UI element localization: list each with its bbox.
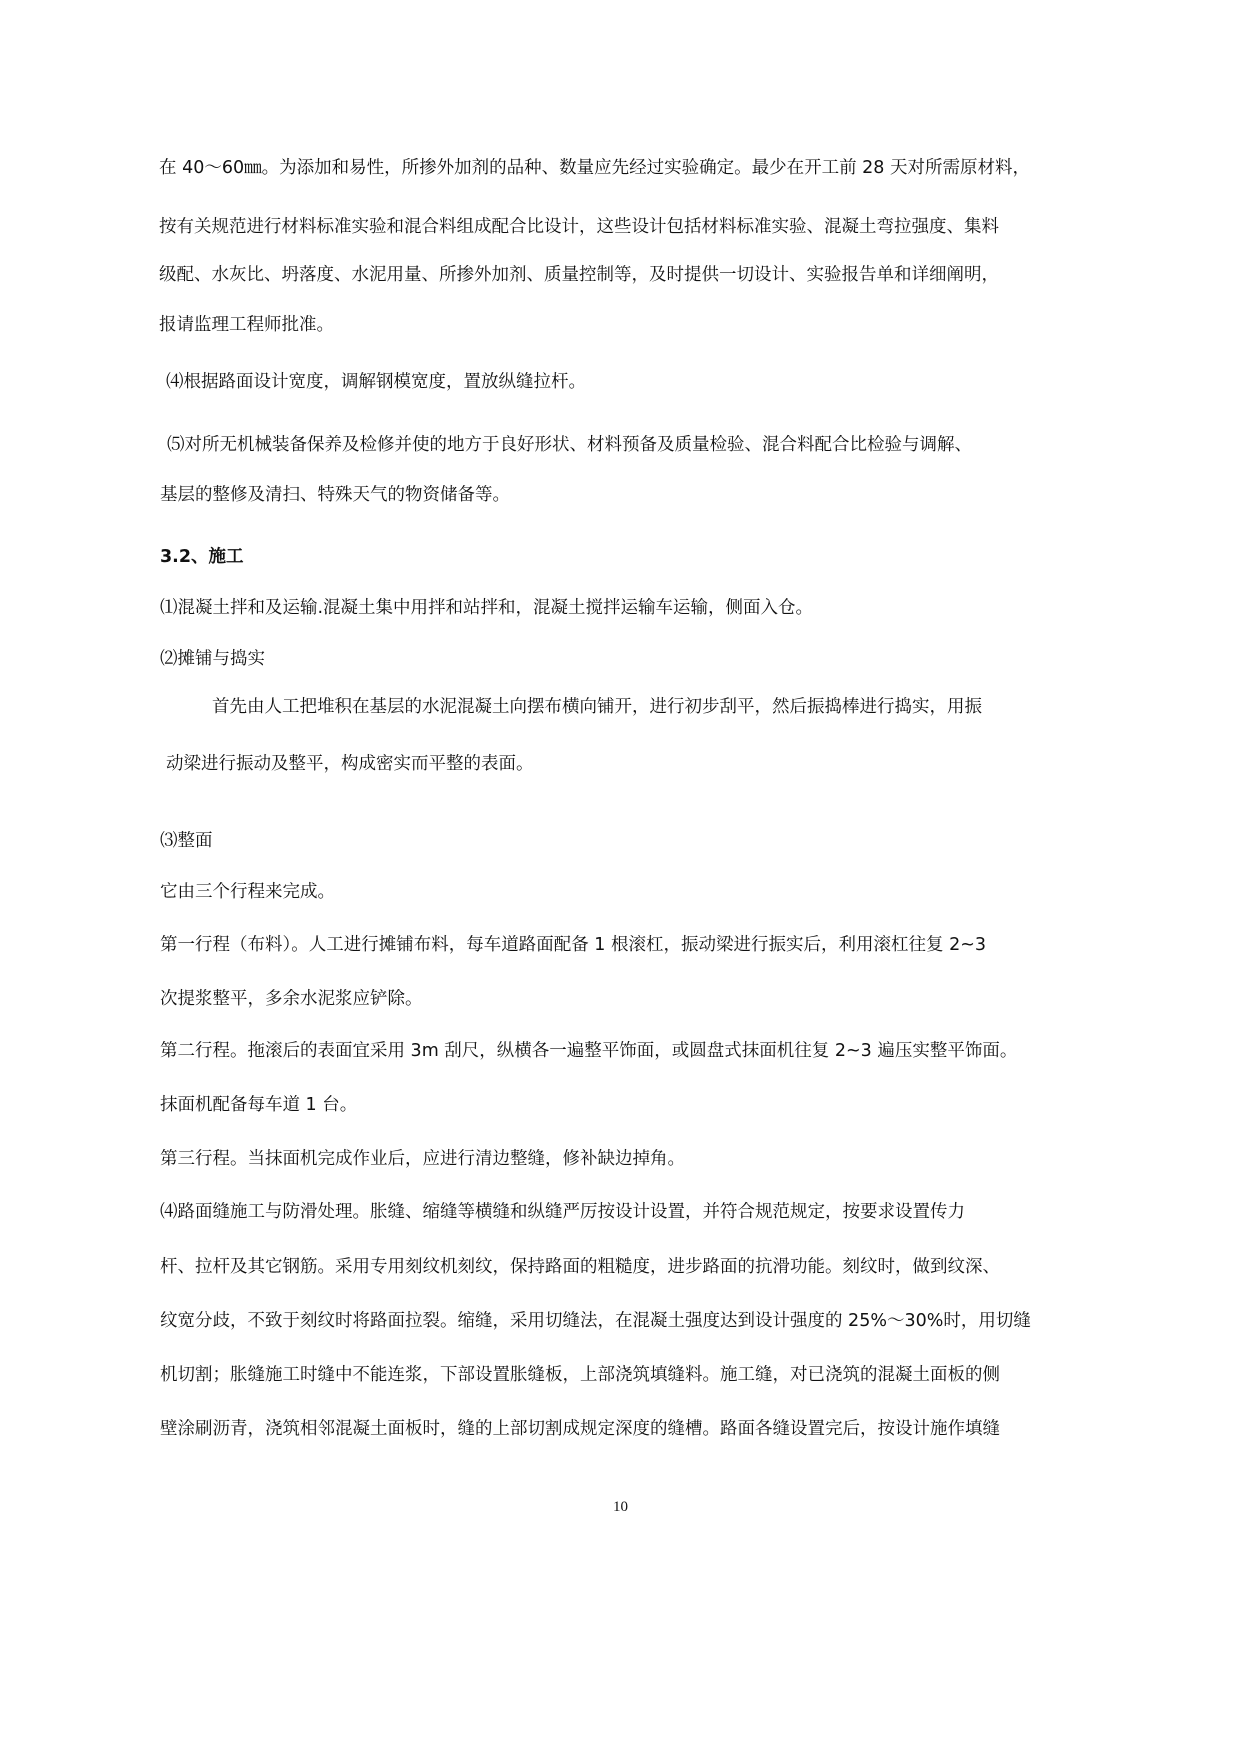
text-line: 第二行程。拖滚后的表面宜采用 3m 刮尺，纵横各一遍整平饰面，或圆盘式抹面机往复 2~3 遍压实整平饰面。: [160, 1041, 1018, 1061]
text-line: 壁涂刷沥青，浇筑相邻混凝土面板时，缝的上部切割成规定深度的缝槽。路面各缝设置完后，按设计施作填缝: [160, 1419, 1000, 1439]
text-line: 第一行程（布料）。人工进行摊铺布料，每车道路面配备 1 根滚杠，振动梁进行振实后，利用滚杠往复 2~3: [160, 935, 987, 955]
text-line: ⑵摊铺与捣实: [160, 649, 265, 669]
text-line: 首先由人工把堆积在基层的水泥混凝土向摆布横向铺开，进行初步刮平，然后振捣棒进行捣实，用振: [212, 697, 982, 717]
text-line: 第三行程。当抹面机完成作业后，应进行清边整缝，修补缺边掉角。: [160, 1149, 685, 1169]
text-line: 动梁进行振动及整平，构成密实而平整的表面。: [166, 754, 534, 774]
text-line: ⑶整面: [160, 831, 213, 851]
text-line: 抹面机配备每车道 1 台。: [160, 1095, 358, 1115]
text-line: ⑸对所无机械装备保养及检修并使的地方于良好形状、材料预备及质量检验、混合料配合比检验与调解、: [167, 435, 972, 455]
text-line: 在 40～60㎜。为添加和易性，所掺外加剂的品种、数量应先经过实验确定。最少在开工前 28 天对所需原材料，: [159, 158, 1030, 178]
text-line: 它由三个行程来完成。: [160, 882, 335, 902]
text-line: 杆、拉杆及其它钢筋。采用专用刻纹机刻纹，保持路面的粗糙度，进步路面的抗滑功能。刻纹时，做到纹深、: [160, 1257, 1000, 1277]
text-line: 级配、水灰比、坍落度、水泥用量、所掺外加剂、质量控制等，及时提供一切设计、实验报告单和详细阐明，: [159, 265, 999, 285]
text-line: 按有关规范进行材料标准实验和混合料组成配合比设计，这些设计包括材料标准实验、混凝土弯拉强度、集料: [159, 217, 999, 237]
text-line: 机切割；胀缝施工时缝中不能连浆，下部设置胀缝板，上部浇筑填缝料。施工缝，对已浇筑的混凝土面板的侧: [160, 1365, 1000, 1385]
text-line: 基层的整修及清扫、特殊天气的物资储备等。: [160, 485, 510, 505]
text-line: ⑴混凝土拌和及运输.混凝土集中用拌和站拌和，混凝土搅拌运输车运输，侧面入仓。: [160, 598, 814, 618]
text-line: 纹宽分歧，不致于刻纹时将路面拉裂。缩缝，采用切缝法，在混凝土强度达到设计强度的 25%～30%时，用切缝: [160, 1311, 1031, 1331]
text-line: ⑷根据路面设计宽度，调解钢模宽度，置放纵缝拉杆。: [166, 372, 586, 392]
text-line: ⑷路面缝施工与防滑处理。胀缝、缩缝等横缝和纵缝严厉按设计设置，并符合规范规定，按要求设置传力: [160, 1202, 965, 1222]
text-line: 报请监理工程师批准。: [159, 315, 334, 335]
text-line: 次提浆整平，多余水泥浆应铲除。: [160, 989, 423, 1009]
page-number: 10: [613, 1499, 628, 1515]
section-heading: 3.2、施工: [160, 547, 244, 567]
